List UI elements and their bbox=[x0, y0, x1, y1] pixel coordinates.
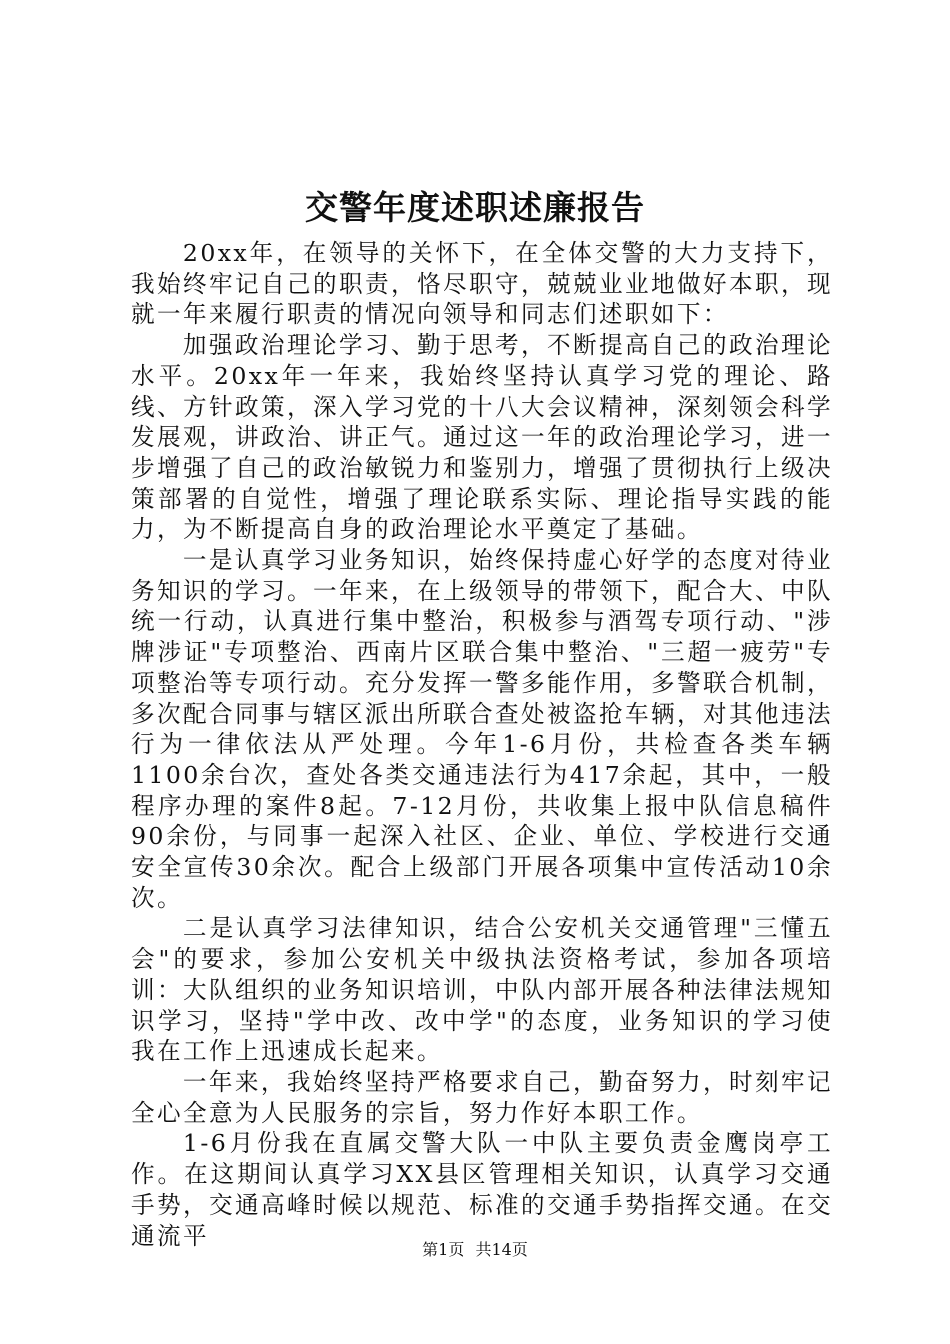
paragraph-legal-knowledge: 二是认真学习法律知识，结合公安机关交通管理"三懂五会"的要求，参加公安机关中级执法资格考试，参加各项培训：大队组织的业务知识培训，中队内部开展各种法律法规知识学习，坚持"学中改、改中学"的态度，业务知识的学习使我在工作上迅速成长起来。 bbox=[131, 914, 833, 1066]
page-footer bbox=[0, 1238, 950, 1262]
paragraph-political-study: 加强政治理论学习、勤于思考，不断提高自己的政治理论水平。20xx年一年来，我始终坚持认真学习党的理论、路线、方针政策，深入学习党的十八大会议精神，深刻领会科学发展观，讲政治、讲正气。通过这一年的政治理论学习，进一步增强了自己的政治敏锐力和鉴别力，增强了贯彻执行上级决策部署的自觉性，增强了理论联系实际、理论指导实践的能力，为不断提高自身的政治理论水平奠定了基础。 bbox=[131, 331, 833, 544]
paragraph-duty-post: 1-6月份我在直属交警大队一中队主要负责金鹰岗亭工作。在这期间认真学习XX县区管理相关知识，认真学习交通手势，交通高峰时候以规范、标准的交通手势指挥交通。在交通流平 bbox=[131, 1129, 833, 1250]
paragraph-business-knowledge: 一是认真学习业务知识，始终保持虚心好学的态度对待业务知识的学习。一年来，在上级领导的带领下，配合大、中队统一行动，认真进行集中整治，积极参与酒驾专项行动、"涉牌涉证"专项整治、西南片区联合集中整治、"三超一疲劳"专项整治等专项行动。充分发挥一警多能作用，多警联合机制，多次配合同事与辖区派出所联合查处被盗抢车辆，对其他违法行为一律依法从严处理。今年1-6月份，共检查各类车辆1100余台次，查处各类交通违法行为417余起，其中，一般程序办理的案件8起。7-12月份，共收集上报中队信息稿件90余份，与同事一起深入社区、企业、单位、学校进行交通安全宣传30余次。配合上级部门开展各项集中宣传活动10余次。 bbox=[131, 546, 833, 912]
page-number-total: 共14页 bbox=[475, 1240, 528, 1259]
document-body bbox=[131, 238, 833, 1251]
page-number-current: 第1页 bbox=[422, 1240, 465, 1259]
paragraph-intro: 20xx年，在领导的关怀下，在全体交警的大力支持下，我始终牢记自己的职责，恪尽职守，兢兢业业地做好本职，现就一年来履行职责的情况向领导和同志们述职如下： bbox=[131, 239, 833, 329]
paragraph-self-discipline: 一年来，我始终坚持严格要求自己，勤奋努力，时刻牢记全心全意为人民服务的宗旨，努力作好本职工作。 bbox=[131, 1067, 833, 1127]
document-title: 交警年度述职述廉报告 bbox=[305, 188, 645, 227]
